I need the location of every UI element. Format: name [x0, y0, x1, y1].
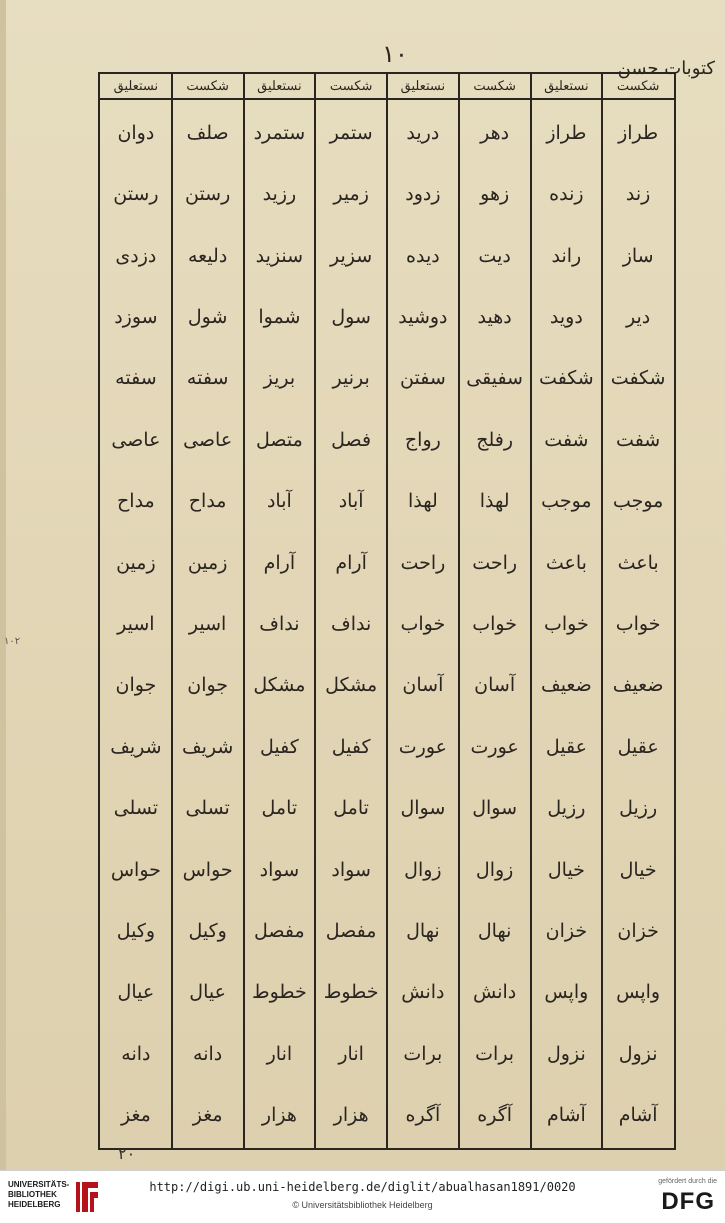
word-cell: شفت: [616, 428, 661, 451]
header-title: کتوبات حسن: [617, 58, 715, 79]
word-cell: آگره: [405, 1104, 441, 1127]
word-cell: سفته: [115, 367, 157, 390]
word-cell: عقیل: [617, 735, 659, 758]
word-cell: عورت: [470, 735, 519, 758]
word-cell: آباد: [266, 490, 292, 513]
word-cell: آشام: [547, 1104, 586, 1127]
dfg-logo: DFG: [661, 1188, 715, 1215]
viewer-footer: [0, 1170, 725, 1223]
word-cell: نزول: [618, 1042, 658, 1065]
word-cell: مداح: [188, 490, 227, 513]
word-cell: نزول: [547, 1042, 586, 1065]
word-cell: انار: [266, 1042, 293, 1065]
word-cell: شریف: [181, 735, 234, 758]
word-cell: ستمرد: [253, 121, 306, 144]
word-cell: دیر: [626, 305, 651, 328]
word-cell: آشام: [618, 1104, 658, 1127]
word-cell: باعث: [617, 551, 659, 574]
word-cell: انار: [338, 1042, 364, 1065]
word-cell: دهید: [477, 305, 512, 328]
word-cell: خیال: [547, 858, 585, 881]
word-cell: مغز: [192, 1104, 223, 1127]
word-cell: ستمر: [329, 121, 373, 144]
word-cell: واپس: [616, 981, 661, 1004]
word-cell: خزان: [545, 920, 588, 943]
word-cell: سوزد: [114, 305, 158, 328]
word-cell: رفلج: [476, 428, 514, 451]
word-cell: هزار: [333, 1104, 369, 1127]
word-cell: سنزید: [255, 244, 304, 267]
word-cell: اسیر: [188, 612, 227, 635]
word-cell: سفته: [186, 367, 229, 390]
word-cell: خواب: [472, 612, 517, 635]
word-cell: مشکل: [325, 674, 378, 697]
word-cell: سواد: [259, 858, 300, 881]
column-header: نستعلیق: [400, 78, 446, 94]
word-cell: عقیل: [545, 735, 587, 758]
word-cell: دانه: [121, 1042, 151, 1065]
word-cell: لهذا: [479, 490, 510, 513]
word-cell: سفتن: [400, 367, 446, 390]
word-cell: شفت: [544, 428, 589, 451]
column-header: شکست: [329, 78, 373, 94]
word-cell: عاصی: [183, 428, 233, 451]
word-cell: تامل: [333, 797, 369, 820]
word-cell: زمیر: [333, 183, 369, 206]
word-cell: جوان: [187, 674, 229, 697]
word-cell: هزار: [261, 1104, 297, 1127]
word-cell: مداح: [117, 490, 155, 513]
word-cell: واپس: [544, 981, 589, 1004]
word-cell: نهال: [406, 920, 440, 943]
word-cell: نداف: [259, 612, 300, 635]
library-name-line2: BIBLIOTHEK: [8, 1190, 57, 1199]
word-cell: سوال: [472, 797, 518, 820]
word-cell: رزید: [262, 183, 297, 206]
word-cell: صلف: [186, 121, 229, 144]
word-cell: لهذا: [407, 490, 438, 513]
column-header: نستعلیق: [257, 78, 302, 94]
word-cell: شکفت: [539, 367, 594, 390]
library-name-line1: UNIVERSITÄTS-: [8, 1180, 70, 1189]
word-cell: مشکل: [253, 674, 306, 697]
word-cell: رستن: [184, 183, 231, 206]
word-cell: سزیر: [330, 244, 373, 267]
word-cell: عورت: [398, 735, 447, 758]
word-cell: رواج: [404, 428, 441, 451]
library-stamp: ۲۰: [118, 1144, 136, 1163]
word-cell: خزان: [617, 920, 659, 943]
word-cell: عیال: [117, 981, 155, 1004]
word-cell: درید: [406, 121, 440, 144]
column-header: شکست: [186, 78, 229, 94]
word-cell: راحت: [472, 551, 518, 574]
funded-by-text: gefördert durch die: [658, 1178, 717, 1185]
column-header: نستعلیق: [544, 78, 589, 94]
word-cell: کفیل: [331, 735, 371, 758]
word-cell: تامل: [261, 797, 298, 820]
word-cell: آسان: [402, 674, 444, 697]
column-header: شکست: [473, 78, 516, 94]
word-cell: تسلی: [185, 797, 230, 820]
word-cell: مفصل: [325, 920, 377, 943]
word-cell: دوید: [549, 305, 583, 328]
word-cell: رزیل: [619, 797, 658, 820]
word-cell: خواب: [615, 612, 661, 635]
word-cell: اسیر: [117, 612, 155, 635]
word-cell: باعث: [545, 551, 587, 574]
word-cell: زند: [625, 183, 651, 206]
word-cell: وکیل: [116, 920, 156, 943]
word-cell: طراز: [618, 121, 659, 144]
word-cell: متصل: [255, 428, 303, 451]
word-cell: شریف: [110, 735, 162, 758]
word-cell: موجب: [541, 490, 592, 513]
word-cell: راند: [551, 244, 582, 267]
library-name-line3: HEIDELBERG: [8, 1200, 61, 1209]
page-url-link[interactable]: http://digi.ub.uni-heidelberg.de/diglit/abualhasan1891/0020: [149, 1180, 576, 1194]
word-cell: عیال: [189, 981, 226, 1004]
word-cell: بریز: [263, 367, 296, 390]
word-cell: سول: [331, 305, 371, 328]
page-edge: [0, 0, 6, 1170]
word-cell: وکیل: [188, 920, 227, 943]
word-cell: آباد: [338, 490, 364, 513]
word-cell: حواس: [182, 858, 233, 881]
word-cell: خطوط: [323, 981, 379, 1004]
word-cell: دیده: [406, 244, 440, 267]
word-cell: دانه: [193, 1042, 223, 1065]
margin-mark: ۱۰۲: [4, 636, 21, 647]
word-cell: ساز: [622, 244, 654, 267]
word-cell: حواس: [110, 858, 161, 881]
column-header: نستعلیق: [113, 78, 159, 94]
word-cell: خواب: [400, 612, 446, 635]
word-cell: دزدی: [115, 244, 157, 267]
word-cell: تسلی: [113, 797, 159, 820]
word-cell: دوشید: [398, 305, 448, 328]
column-header: شکست: [616, 78, 660, 94]
page-number: ۱۰: [382, 40, 408, 68]
word-cell: سواد: [331, 858, 371, 881]
word-cell: موجب: [612, 490, 664, 513]
word-cell: رزیل: [547, 797, 586, 820]
word-cell: عاصی: [111, 428, 161, 451]
word-cell: زهو: [480, 183, 510, 206]
word-cell: دهر: [480, 121, 510, 144]
word-cell: راحت: [400, 551, 446, 574]
word-cell: خطوط: [252, 981, 307, 1004]
word-cell: خواب: [544, 612, 589, 635]
word-cell: شول: [187, 305, 228, 328]
word-cell: زوال: [475, 858, 514, 881]
word-cell: برنیر: [332, 367, 370, 390]
copyright-text: © Universitätsbibliothek Heidelberg: [292, 1200, 433, 1210]
word-cell: دانش: [473, 981, 517, 1004]
word-cell: آرام: [335, 551, 367, 574]
word-cell: خیال: [619, 858, 657, 881]
word-cell: رستن: [113, 183, 159, 206]
word-cell: نهال: [477, 920, 512, 943]
word-cell: مفصل: [254, 920, 305, 943]
word-cell: زمین: [116, 551, 156, 574]
word-cell: برات: [475, 1042, 515, 1065]
word-cell: نداف: [331, 612, 372, 635]
word-cell: دیت: [478, 244, 511, 267]
word-cell: شموا: [258, 305, 301, 328]
word-cell: سفیقی: [466, 367, 523, 390]
word-cell: فصل: [331, 428, 372, 451]
word-cell: کفیل: [259, 735, 299, 758]
calligraphy-table: [98, 72, 676, 1150]
word-cell: برات: [403, 1042, 443, 1065]
word-cell: جوان: [115, 674, 157, 697]
word-cell: آگره: [477, 1104, 513, 1127]
word-cell: طراز: [546, 121, 587, 144]
word-cell: زوال: [404, 858, 442, 881]
word-cell: ضعیف: [541, 674, 592, 697]
word-cell: دوان: [117, 121, 155, 144]
word-cell: زنده: [549, 183, 584, 206]
word-cell: دلیعه: [187, 244, 228, 267]
word-cell: مغز: [120, 1104, 151, 1127]
word-cell: شکفت: [610, 367, 666, 390]
word-cell: آسان: [474, 674, 516, 697]
word-cell: زدود: [405, 183, 441, 206]
word-cell: ضعیف: [612, 674, 664, 697]
word-cell: زمین: [187, 551, 228, 574]
word-cell: آرام: [263, 551, 296, 574]
word-cell: دانش: [401, 981, 445, 1004]
word-cell: سوال: [400, 797, 446, 820]
